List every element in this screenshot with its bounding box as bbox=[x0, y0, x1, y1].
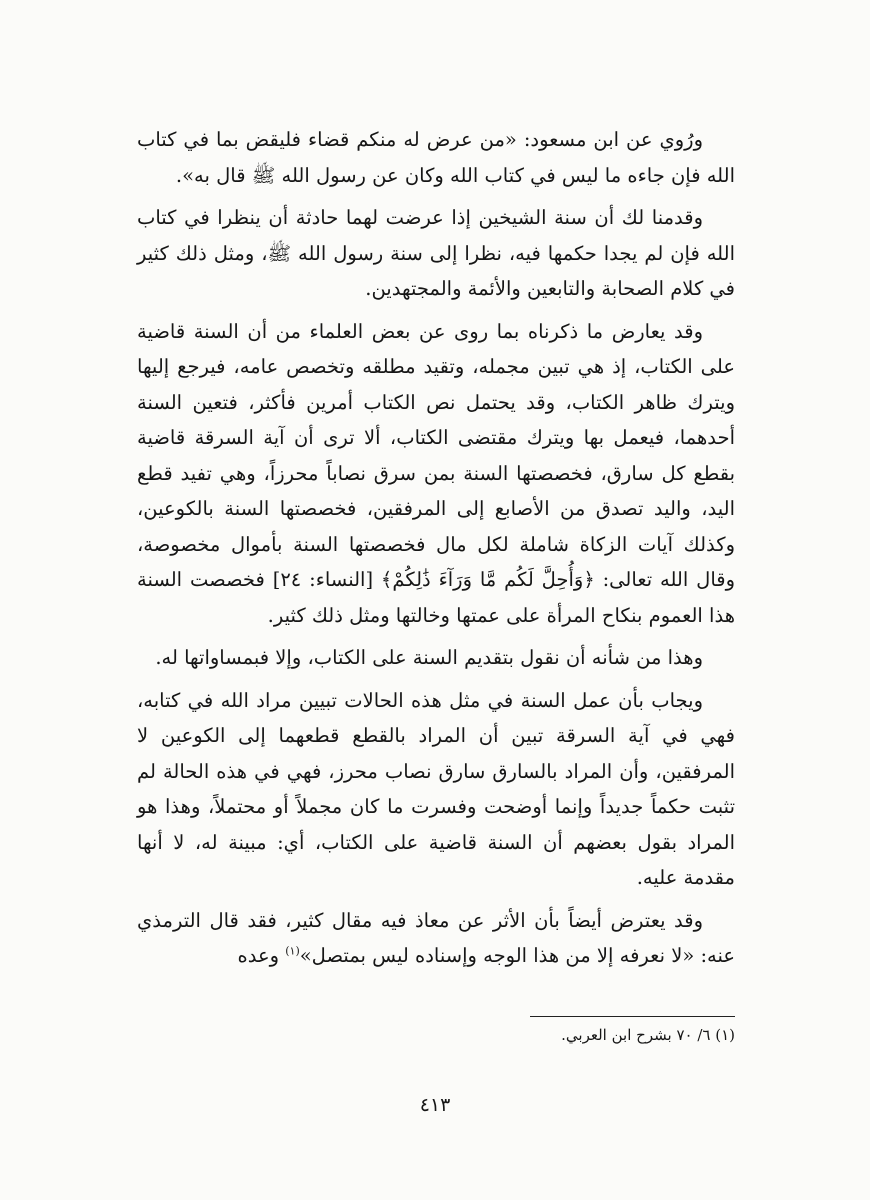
paragraph-precedence: وهذا من شأنه أن نقول بتقديم السنة على الكتاب، وإلا فبمساواتها له. bbox=[155, 646, 703, 669]
paragraph-muadh-tail: وعده bbox=[237, 944, 286, 967]
page-number: ٤١٣ bbox=[419, 1094, 451, 1116]
footnote: (١) ٦/ ٧٠ بشرح ابن العربي. bbox=[561, 1026, 735, 1044]
paragraph-muadh-text: وقد يعترض أيضاً بأن الأثر عن معاذ فيه مقال كثير، فقد قال الترمذي عنه: «لا نعرفه إلا من هذا الوجه وإسناده ليس بمتصل» bbox=[137, 908, 735, 967]
paragraph-shaykhayn: وقدمنا لك أن سنة الشيخين إذا عرضت لهما حادثة أن ينظرا في كتاب الله فإن لم يجدا حكمها فيه، نظرا إلى سنة رسول الله ﷺ، ومثل ذلك كثير في كلام الصحابة والتابعين والأئمة والمجتهدين. bbox=[137, 206, 735, 300]
paragraph-ibn-masud: ورُوي عن ابن مسعود: «من عرض له منكم قضاء فليقض بما في كتاب الله فإن جاءه ما ليس في كتاب الله وكان عن رسول الله ﷺ قال به». bbox=[137, 128, 735, 187]
footnote-divider bbox=[530, 1016, 735, 1017]
paragraph-objection: وقد يعارض ما ذكرناه بما روى عن بعض العلماء من أن السنة قاضية على الكتاب، إذ هي تبين مجمله، وتقيد مطلقه وتخصص عامه، فيرجع إليها ويترك ظاهر الكتاب، وقد يحتمل نص الكتاب أمرين فأكثر، فتعين السنة أحدهما، فيعمل بها ويترك مقتضى الكتاب، ألا ترى أن آية السرقة قاضية بقطع كل سارق، فخصصتها السنة بمن سرق نصاباً محرزاً، وهي تفيد قطع اليد، واليد تصدق من الأصابع إلى المرفقين، فخصصتها السنة بالكوعين، وكذلك آيات الزكاة شاملة لكل مال فخصصتها السنة بأموال مخصوصة، وقال الله تعالى: ﴿وَأُحِلَّ لَكُم مَّا وَرَآءَ ذَٰلِكُمْ﴾ [النساء: ٢٤] فخصصت السنة هذا العموم بنكاح المرأة على عمتها وخالتها ومثل ذلك كثير. bbox=[137, 319, 735, 627]
main-text bbox=[137, 122, 735, 974]
footnote-marker: (١) bbox=[285, 944, 300, 958]
paragraph-response: ويجاب بأن عمل السنة في مثل هذه الحالات تبيين مراد الله في كتابه، فهي في آية السرقة تبين أن المراد بالقطع قطعهما إلى الكوعين لا المرفقين، وأن المراد بالسارق سارق نصاب محرز، فهي في هذه الحالة لم تثبت حكماً جديداً وإنما أوضحت وفسرت ما كان مجملاً أو محتملاً، وهذا هو المراد بقول بعضهم أن السنة قاضية على الكتاب، أي: مبينة له، لا أنها مقدمة عليه. bbox=[137, 688, 735, 889]
paragraph-muadh bbox=[137, 903, 735, 974]
